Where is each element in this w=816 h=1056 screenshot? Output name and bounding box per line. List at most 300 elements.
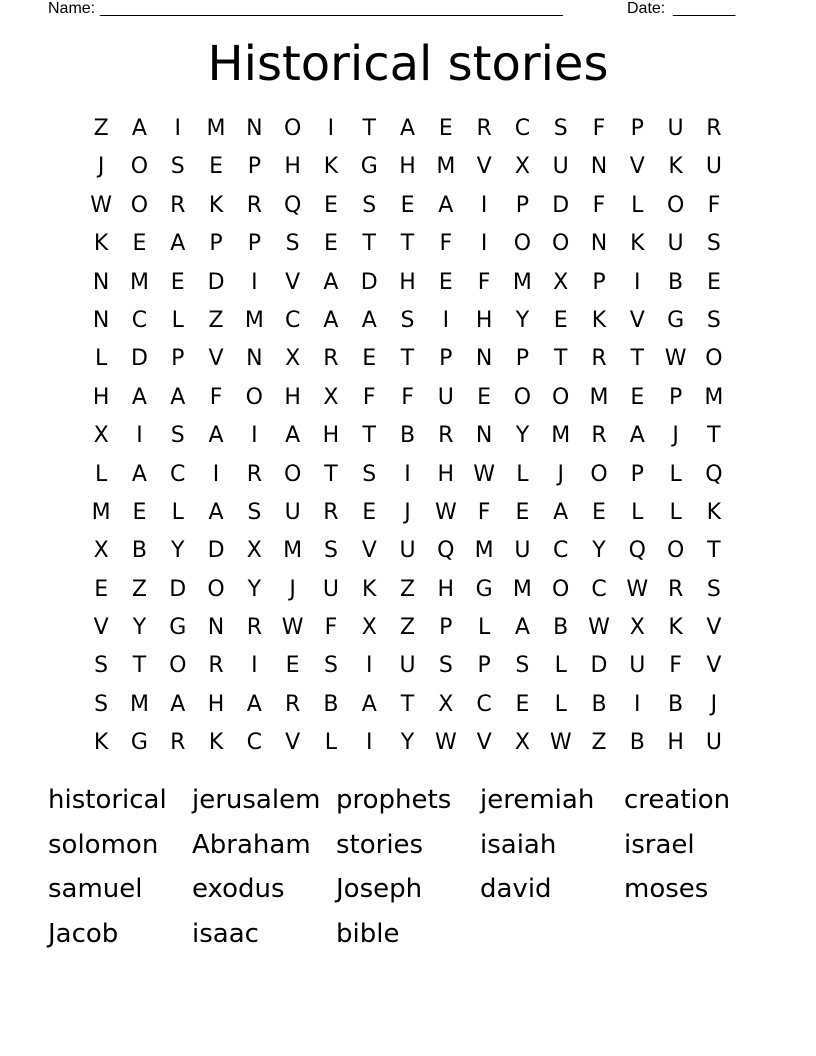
grid-row xyxy=(82,609,734,647)
grid-letter: H xyxy=(322,423,340,449)
grid-letter: O xyxy=(590,461,608,487)
grid-row xyxy=(82,417,734,455)
grid-letter: E xyxy=(592,499,606,525)
grid-letter: H xyxy=(399,269,416,295)
grid-letter: F xyxy=(439,231,453,257)
grid-letter: C xyxy=(131,307,148,333)
grid-letter: A xyxy=(170,231,186,257)
grid-letter: R xyxy=(208,653,224,679)
grid-letter: A xyxy=(323,269,339,295)
word-bank-item: david xyxy=(480,874,552,904)
grid-letter: T xyxy=(400,231,415,257)
word-bank-item: isaiah xyxy=(480,829,557,860)
grid-letter: O xyxy=(705,346,723,372)
grid-letter: R xyxy=(591,346,607,372)
grid-letter: Z xyxy=(399,576,416,602)
grid-letter: K xyxy=(93,231,109,257)
grid-letter: U xyxy=(705,730,722,756)
grid-letter: Q xyxy=(283,192,302,218)
grid-letter: A xyxy=(438,192,454,218)
grid-letter: S xyxy=(706,576,721,602)
grid-letter: L xyxy=(171,307,184,333)
grid-letter: A xyxy=(208,499,224,525)
grid-letter: S xyxy=(362,461,377,487)
grid-letter: E xyxy=(438,269,453,295)
word-bank xyxy=(48,778,788,956)
grid-letter: I xyxy=(365,653,373,679)
grid-row xyxy=(82,187,734,225)
word-bank-item: historical xyxy=(48,785,167,815)
grid-letter: M xyxy=(244,307,264,333)
word-search-grid xyxy=(82,110,734,763)
grid-letter: O xyxy=(552,576,570,602)
grid-letter: V xyxy=(629,307,645,333)
grid-letter: Y xyxy=(132,615,147,641)
grid-letter: U xyxy=(399,538,416,564)
grid-letter: X xyxy=(629,615,645,641)
grid-letter: N xyxy=(590,231,608,257)
grid-letter: N xyxy=(590,154,608,180)
grid-letter: P xyxy=(630,461,644,487)
grid-letter: F xyxy=(592,192,606,218)
grid-letter: V xyxy=(706,653,722,679)
grid-letter: K xyxy=(630,231,645,257)
grid-letter: L xyxy=(631,499,644,525)
grid-letter: E xyxy=(362,499,377,525)
grid-letter: H xyxy=(667,730,684,756)
grid-letter: P xyxy=(668,384,683,410)
grid-letter: L xyxy=(631,192,644,218)
grid-letter: H xyxy=(437,461,455,487)
grid-letter: B xyxy=(668,691,684,717)
grid-letter: K xyxy=(323,154,339,180)
grid-letter: D xyxy=(552,192,570,218)
grid-letter: W xyxy=(434,499,457,525)
grid-letter: C xyxy=(284,307,301,333)
grid-letter: T xyxy=(400,346,415,372)
grid-letter: G xyxy=(130,730,148,756)
name-blank-line: ____________________________________________________ xyxy=(100,0,563,17)
grid-letter: A xyxy=(629,423,645,449)
grid-letter: E xyxy=(438,116,453,141)
grid-letter: X xyxy=(93,423,109,449)
grid-letter: W xyxy=(626,576,649,602)
grid-letter: J xyxy=(672,423,679,449)
grid-letter: Q xyxy=(705,461,723,487)
grid-letter: R xyxy=(323,499,339,525)
word-bank-item: prophets xyxy=(336,785,452,815)
grid-letter: O xyxy=(513,231,532,257)
grid-letter: Z xyxy=(208,307,224,333)
grid-letter: U xyxy=(399,653,416,679)
grid-letter: W xyxy=(281,615,304,641)
grid-letter: R xyxy=(170,192,186,218)
grid-letter: U xyxy=(437,384,454,410)
grid-letter: S xyxy=(247,499,262,525)
grid-letter: I xyxy=(251,653,258,679)
grid-letter: I xyxy=(634,691,641,717)
grid-letter: X xyxy=(514,730,530,756)
grid-letter: L xyxy=(554,691,567,717)
grid-letter: M xyxy=(512,269,532,295)
grid-letter: F xyxy=(477,269,491,295)
grid-letter: M xyxy=(206,116,226,141)
grid-letter: H xyxy=(207,691,225,717)
grid-letter: Y xyxy=(515,423,530,449)
grid-letter: S xyxy=(706,231,721,257)
grid-letter: H xyxy=(284,384,301,410)
word-bank-item: israel xyxy=(624,829,695,860)
grid-letter: V xyxy=(476,154,492,180)
grid-letter: D xyxy=(169,576,187,602)
grid-letter: X xyxy=(285,346,301,372)
grid-letter: W xyxy=(549,730,572,756)
grid-letter: V xyxy=(476,730,492,756)
grid-letter: P xyxy=(439,346,453,372)
grid-letter: M xyxy=(589,384,609,410)
grid-letter: C xyxy=(553,538,569,564)
grid-letter: P xyxy=(477,653,491,679)
grid-letter: G xyxy=(667,307,685,333)
grid-letter: M xyxy=(129,269,149,295)
word-bank-item: Abraham xyxy=(192,829,311,860)
grid-letter: I xyxy=(212,461,220,487)
grid-letter: E xyxy=(553,307,568,333)
grid-letter: A xyxy=(323,307,339,333)
grid-letter: B xyxy=(399,423,416,449)
grid-letter: K xyxy=(591,307,607,333)
grid-letter: C xyxy=(170,461,186,487)
grid-letter: J xyxy=(404,499,411,525)
grid-letter: O xyxy=(283,116,302,141)
grid-row xyxy=(82,532,734,570)
grid-letter: U xyxy=(552,154,569,180)
grid-row xyxy=(82,264,734,302)
grid-letter: T xyxy=(362,116,376,141)
grid-letter: F xyxy=(592,116,606,141)
grid-row xyxy=(82,494,734,532)
grid-letter: H xyxy=(437,576,455,602)
grid-letter: Y xyxy=(515,307,530,333)
grid-letter: I xyxy=(480,192,488,218)
grid-letter: R xyxy=(246,192,262,218)
grid-row xyxy=(82,647,734,685)
grid-letter: I xyxy=(365,730,373,756)
grid-letter: N xyxy=(246,116,263,141)
word-bank-item: Jacob xyxy=(48,918,119,949)
grid-letter: I xyxy=(327,116,335,141)
grid-letter: O xyxy=(666,192,685,218)
grid-row xyxy=(82,225,734,263)
grid-letter: E xyxy=(323,231,338,257)
grid-letter: I xyxy=(404,461,411,487)
grid-letter: I xyxy=(480,231,488,257)
grid-letter: P xyxy=(439,615,453,641)
grid-letter: A xyxy=(208,423,224,449)
grid-letter: O xyxy=(552,231,570,257)
grid-letter: D xyxy=(130,346,148,372)
word-bank-item: stories xyxy=(336,829,424,860)
grid-letter: A xyxy=(131,384,147,410)
grid-letter: E xyxy=(362,346,377,372)
grid-letter: E xyxy=(515,691,530,717)
word-bank-item: samuel xyxy=(48,874,143,904)
grid-row xyxy=(82,302,734,340)
grid-letter: N xyxy=(246,346,263,372)
grid-letter: L xyxy=(171,499,184,525)
grid-letter: J xyxy=(710,691,718,717)
word-bank-item: Joseph xyxy=(336,874,423,904)
grid-letter: P xyxy=(515,192,530,218)
grid-letter: W xyxy=(664,346,687,372)
grid-letter: S xyxy=(553,116,568,141)
grid-letter: N xyxy=(207,615,225,641)
date-label: Date: xyxy=(627,0,666,17)
grid-letter: G xyxy=(169,615,187,641)
word-bank-item: exodus xyxy=(192,874,285,904)
grid-letter: M xyxy=(91,499,111,525)
grid-letter: A xyxy=(361,307,377,333)
grid-letter: I xyxy=(442,307,450,333)
grid-letter: U xyxy=(705,154,722,180)
grid-letter: B xyxy=(323,691,339,717)
grid-letter: U xyxy=(629,653,646,679)
grid-letter: R xyxy=(246,615,262,641)
grid-letter: P xyxy=(515,346,530,372)
grid-row xyxy=(82,340,734,378)
grid-letter: S xyxy=(170,154,185,180)
grid-letter: E xyxy=(630,384,645,410)
name-label: Name: xyxy=(48,0,96,17)
grid-letter: O xyxy=(552,384,570,410)
grid-letter: H xyxy=(399,154,416,180)
grid-letter: V xyxy=(629,154,645,180)
grid-letter: L xyxy=(477,615,491,641)
word-bank-item: jeremiah xyxy=(480,785,595,815)
grid-letter: A xyxy=(285,423,301,449)
grid-letter: O xyxy=(666,538,685,564)
grid-row xyxy=(82,456,734,494)
grid-letter: M xyxy=(474,538,494,564)
word-bank-item: creation xyxy=(624,785,731,815)
grid-letter: S xyxy=(323,653,338,679)
grid-letter: T xyxy=(707,423,721,449)
grid-letter: F xyxy=(401,384,414,410)
grid-letter: I xyxy=(136,423,143,449)
grid-letter: G xyxy=(475,576,493,602)
word-bank-item: moses xyxy=(624,874,709,904)
grid-row xyxy=(82,686,734,724)
grid-letter: E xyxy=(323,192,338,218)
grid-letter: D xyxy=(207,269,225,295)
grid-letter: E xyxy=(170,269,185,295)
grid-letter: A xyxy=(399,116,416,141)
grid-letter: E xyxy=(477,384,492,410)
grid-letter: C xyxy=(514,116,531,141)
grid-letter: X xyxy=(93,538,109,564)
date-blank-line: _______ xyxy=(673,0,736,17)
grid-row xyxy=(82,110,734,148)
grid-letter: I xyxy=(251,269,258,295)
grid-letter: R xyxy=(667,576,684,602)
grid-letter: A xyxy=(170,691,186,717)
grid-letter: M xyxy=(551,423,571,449)
grid-letter: T xyxy=(324,461,338,487)
grid-letter: K xyxy=(362,576,377,602)
grid-letter: R xyxy=(284,691,301,717)
grid-letter: X xyxy=(553,269,569,295)
grid-letter: Z xyxy=(93,116,109,141)
grid-letter: N xyxy=(475,423,493,449)
grid-letter: F xyxy=(209,384,223,410)
grid-letter: B xyxy=(553,615,569,641)
grid-letter: X xyxy=(246,538,262,564)
grid-letter: V xyxy=(208,346,224,372)
grid-row xyxy=(82,724,734,762)
grid-letter: S xyxy=(323,538,338,564)
grid-letter: T xyxy=(707,538,721,564)
grid-letter: V xyxy=(93,615,109,641)
grid-letter: M xyxy=(436,154,456,180)
grid-letter: B xyxy=(131,538,147,564)
grid-letter: J xyxy=(557,461,564,487)
grid-letter: P xyxy=(171,346,185,372)
grid-letter: H xyxy=(284,154,301,180)
grid-letter: Y xyxy=(400,730,415,756)
grid-letter: T xyxy=(400,691,415,717)
grid-letter: Y xyxy=(592,538,606,564)
grid-letter: E xyxy=(94,576,109,602)
grid-letter: A xyxy=(131,461,147,487)
grid-row xyxy=(82,148,734,186)
grid-letter: K xyxy=(208,730,224,756)
grid-letter: E xyxy=(132,499,147,525)
grid-letter: T xyxy=(362,423,376,449)
grid-letter: B xyxy=(668,269,684,295)
grid-letter: U xyxy=(667,116,684,141)
grid-letter: N xyxy=(475,346,493,372)
grid-row xyxy=(82,379,734,417)
grid-letter: A xyxy=(514,615,530,641)
grid-letter: L xyxy=(324,730,338,756)
puzzle-title: Historical stories xyxy=(207,36,609,92)
grid-letter: S xyxy=(400,307,415,333)
grid-letter: E xyxy=(209,154,223,180)
grid-letter: T xyxy=(132,653,147,679)
grid-letter: I xyxy=(174,116,181,141)
grid-letter: L xyxy=(669,461,682,487)
grid-letter: H xyxy=(92,384,110,410)
grid-letter: Y xyxy=(247,576,262,602)
grid-letter: N xyxy=(92,307,110,333)
grid-letter: U xyxy=(514,538,531,564)
grid-letter: O xyxy=(169,653,187,679)
grid-letter: Z xyxy=(399,615,416,641)
grid-letter: P xyxy=(247,231,261,257)
grid-letter: J xyxy=(289,576,296,602)
grid-letter: X xyxy=(514,154,530,180)
grid-letter: K xyxy=(208,192,224,218)
word-bank-item: bible xyxy=(336,918,400,949)
grid-letter: S xyxy=(170,423,185,449)
grid-letter: V xyxy=(285,730,301,756)
grid-letter: S xyxy=(285,231,300,257)
grid-letter: D xyxy=(360,269,378,295)
grid-letter: F xyxy=(362,384,376,410)
grid-letter: K xyxy=(706,499,722,525)
grid-letter: M xyxy=(704,384,724,410)
grid-letter: L xyxy=(95,461,108,487)
grid-letter: W xyxy=(434,730,457,756)
grid-letter: X xyxy=(438,691,454,717)
grid-letter: J xyxy=(97,154,105,180)
grid-letter: F xyxy=(477,499,491,525)
grid-letter: I xyxy=(634,269,641,295)
grid-letter: G xyxy=(360,154,378,180)
grid-letter: T xyxy=(362,231,376,257)
grid-letter: Y xyxy=(171,538,185,564)
grid-letter: F xyxy=(707,192,721,218)
grid-letter: Q xyxy=(628,538,646,564)
grid-letter: X xyxy=(323,384,339,410)
grid-letter: S xyxy=(515,653,530,679)
grid-letter: V xyxy=(706,615,722,641)
grid-letter: K xyxy=(93,730,109,756)
grid-letter: K xyxy=(668,154,683,180)
grid-letter: A xyxy=(170,384,186,410)
grid-letter: F xyxy=(669,653,682,679)
grid-letter: B xyxy=(629,730,645,756)
grid-letter: S xyxy=(706,307,721,333)
word-bank-item: jerusalem xyxy=(192,785,321,815)
grid-letter: E xyxy=(285,653,300,679)
grid-letter: O xyxy=(245,384,263,410)
grid-letter: R xyxy=(246,461,262,487)
grid-letter: M xyxy=(283,538,303,564)
grid-letter: D xyxy=(590,653,608,679)
word-bank-item: isaac xyxy=(192,918,259,949)
grid-letter: O xyxy=(130,154,149,180)
grid-letter: S xyxy=(94,653,109,679)
grid-letter: H xyxy=(475,307,493,333)
grid-letter: U xyxy=(322,576,339,602)
grid-letter: P xyxy=(247,154,261,180)
grid-letter: Z xyxy=(131,576,147,602)
grid-letter: M xyxy=(512,576,532,602)
grid-letter: T xyxy=(630,346,645,372)
grid-row xyxy=(82,571,734,609)
grid-letter: X xyxy=(361,615,377,641)
grid-letter: L xyxy=(669,499,682,525)
grid-letter: A xyxy=(131,116,147,141)
grid-letter: W xyxy=(90,192,113,218)
grid-letter: R xyxy=(591,423,607,449)
worksheet-header xyxy=(48,0,748,20)
grid-letter: O xyxy=(207,576,225,602)
grid-letter: O xyxy=(283,461,302,487)
grid-letter: S xyxy=(94,691,109,717)
grid-letter: T xyxy=(553,346,568,372)
grid-letter: O xyxy=(513,384,532,410)
grid-letter: P xyxy=(592,269,606,295)
grid-letter: B xyxy=(591,691,607,717)
grid-letter: L xyxy=(95,346,108,372)
grid-letter: A xyxy=(553,499,569,525)
grid-letter: F xyxy=(324,615,338,641)
grid-letter: C xyxy=(476,691,492,717)
grid-letter: P xyxy=(630,116,644,141)
grid-letter: Z xyxy=(591,730,607,756)
